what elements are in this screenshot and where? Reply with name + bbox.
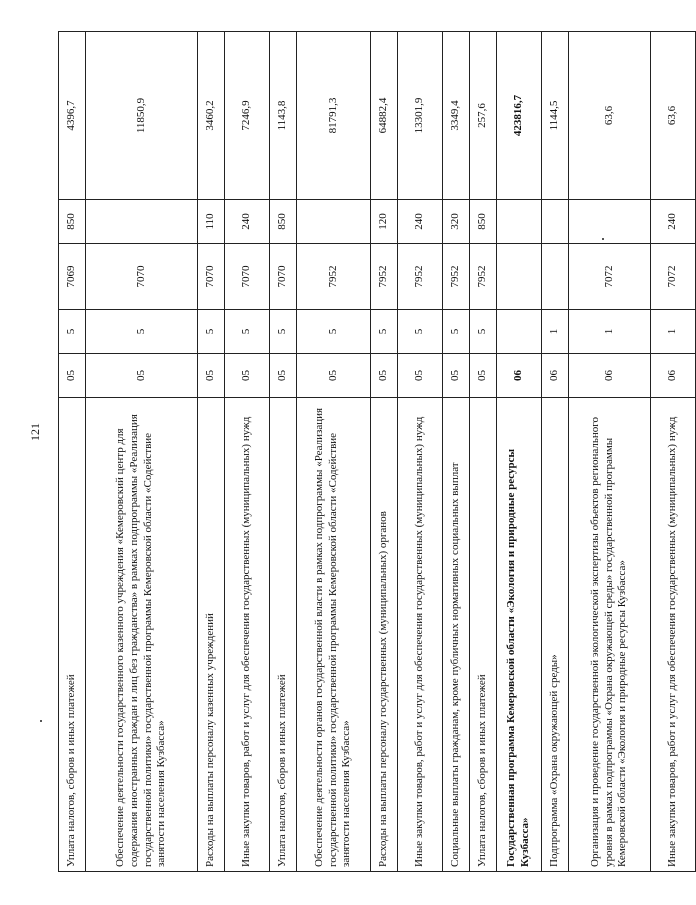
target-article-cell: 7070	[86, 244, 198, 310]
expense-type-cell	[86, 200, 198, 244]
table-row	[86, 32, 198, 872]
row-name-cell: Расходы на выплаты персоналу казенных учреждений	[198, 398, 225, 872]
table-row	[198, 32, 225, 872]
subsection-code-cell: 1	[542, 310, 569, 354]
section-code-cell: 06	[651, 354, 696, 398]
subsection-code-cell: 5	[371, 310, 398, 354]
section-code-cell: 05	[198, 354, 225, 398]
target-article-cell: 7070	[225, 244, 270, 310]
table-row	[497, 32, 542, 872]
expense-type-cell	[497, 200, 542, 244]
target-article-cell: 7070	[270, 244, 297, 310]
subsection-code-cell: 5	[86, 310, 198, 354]
section-code-cell: 05	[443, 354, 470, 398]
subsection-code-cell: 5	[470, 310, 497, 354]
expense-type-cell: 850	[470, 200, 497, 244]
section-code-cell: 05	[59, 354, 86, 398]
section-code-cell: 05	[470, 354, 497, 398]
section-code-cell: 06	[569, 354, 651, 398]
table-row	[371, 32, 398, 872]
expense-type-cell: 850	[59, 200, 86, 244]
row-name-cell: Обеспечение деятельности органов государственной власти в рамках подпрограммы «Реализация государственной политики» государственной программы Кемеровской области «Содействие занятости населения Кузбасса»	[297, 398, 371, 872]
amount-cell: 63,6	[651, 32, 696, 200]
row-name-cell: Обеспечение деятельности государственного казенного учреждения «Кемеровский центр для содержания иностранных граждан и лиц без гражданства» в рамках подпрограммы «Реализация государственной политики» государственной программы Кемеровской области «Содействие занятости населения Кузбасса»	[86, 398, 198, 872]
expense-type-cell: 320	[443, 200, 470, 244]
subsection-code-cell: 1	[569, 310, 651, 354]
table-row	[59, 32, 86, 872]
table-row	[225, 32, 270, 872]
row-name-cell: Расходы на выплаты персоналу государственных (муниципальных) органов	[371, 398, 398, 872]
section-code-cell: 05	[86, 354, 198, 398]
row-name-cell: Иные закупки товаров, работ и услуг для обеспечения государственных (муниципальных) нужд	[398, 398, 443, 872]
subsection-code-cell: 5	[198, 310, 225, 354]
target-article-cell: 7952	[371, 244, 398, 310]
table-row	[270, 32, 297, 872]
amount-cell: 1144,5	[542, 32, 569, 200]
table-body	[59, 32, 696, 872]
table-row	[542, 32, 569, 872]
expense-type-cell: 120	[371, 200, 398, 244]
amount-cell: 1143,8	[270, 32, 297, 200]
section-code-cell: 05	[225, 354, 270, 398]
row-name-cell: Уплата налогов, сборов и иных платежей	[470, 398, 497, 872]
target-article-cell: 7952	[398, 244, 443, 310]
subsection-code-cell: 5	[443, 310, 470, 354]
amount-cell: 7246,9	[225, 32, 270, 200]
amount-cell: 423816,7	[497, 32, 542, 200]
amount-cell: 4396,7	[59, 32, 86, 200]
amount-cell: 63,6	[569, 32, 651, 200]
expense-type-cell: 850	[270, 200, 297, 244]
target-article-cell: 7072	[651, 244, 696, 310]
table-row	[470, 32, 497, 872]
target-article-cell: 7069	[59, 244, 86, 310]
section-code-cell: 05	[297, 354, 371, 398]
row-name-cell: Организация и проведение государственной экологической экспертизы объектов регионального уровня в рамках подпрограммы «Охрана окружающей среды» государственной программы Кемеровской области «Экология и природные ресурсы Кузбасса»	[569, 398, 651, 872]
target-article-cell	[542, 244, 569, 310]
subsection-code-cell: 5	[59, 310, 86, 354]
table-row	[297, 32, 371, 872]
row-name-cell: Уплата налогов, сборов и иных платежей	[59, 398, 86, 872]
table-row	[443, 32, 470, 872]
amount-cell: 81791,3	[297, 32, 371, 200]
section-code-cell: 05	[371, 354, 398, 398]
row-name-cell: Иные закупки товаров, работ и услуг для обеспечения государственных (муниципальных) нужд	[225, 398, 270, 872]
table-row	[398, 32, 443, 872]
row-name-cell: Уплата налогов, сборов и иных платежей	[270, 398, 297, 872]
amount-cell: 3349,4	[443, 32, 470, 200]
row-name-cell: Иные закупки товаров, работ и услуг для обеспечения государственных (муниципальных) нужд	[651, 398, 696, 872]
section-code-cell: 05	[270, 354, 297, 398]
expense-type-cell	[542, 200, 569, 244]
row-name-cell: Подпрограмма «Охрана окружающей среды»	[542, 398, 569, 872]
target-article-cell: 7952	[297, 244, 371, 310]
table-row	[651, 32, 696, 872]
target-article-cell: 7070	[198, 244, 225, 310]
scan-speck	[602, 238, 604, 240]
table-row	[569, 32, 651, 872]
scan-speck	[40, 720, 42, 722]
amount-cell: 64882,4	[371, 32, 398, 200]
section-code-cell: 06	[542, 354, 569, 398]
expense-type-cell	[569, 200, 651, 244]
subsection-code-cell: 5	[398, 310, 443, 354]
document-table-wrapper	[58, 32, 679, 872]
amount-cell: 11850,9	[86, 32, 198, 200]
page-number: 121	[28, 423, 42, 441]
section-code-cell: 05	[398, 354, 443, 398]
subsection-code-cell: 1	[651, 310, 696, 354]
target-article-cell: 7952	[443, 244, 470, 310]
subsection-code-cell: 5	[225, 310, 270, 354]
amount-cell: 3460,2	[198, 32, 225, 200]
expense-type-cell: 240	[398, 200, 443, 244]
row-name-cell: Социальные выплаты гражданам, кроме публичных нормативных социальных выплат	[443, 398, 470, 872]
subsection-code-cell	[497, 310, 542, 354]
expense-type-cell: 240	[651, 200, 696, 244]
target-article-cell	[497, 244, 542, 310]
expense-type-cell: 110	[198, 200, 225, 244]
expense-type-cell: 240	[225, 200, 270, 244]
amount-cell: 257,6	[470, 32, 497, 200]
target-article-cell: 7072	[569, 244, 651, 310]
subsection-code-cell: 5	[297, 310, 371, 354]
row-name-cell: Государственная программа Кемеровской области «Экология и природные ресурсы Кузбасса»	[497, 398, 542, 872]
expense-type-cell	[297, 200, 371, 244]
target-article-cell: 7952	[470, 244, 497, 310]
amount-cell: 13301,9	[398, 32, 443, 200]
budget-table	[58, 31, 696, 872]
section-code-cell: 06	[497, 354, 542, 398]
subsection-code-cell: 5	[270, 310, 297, 354]
